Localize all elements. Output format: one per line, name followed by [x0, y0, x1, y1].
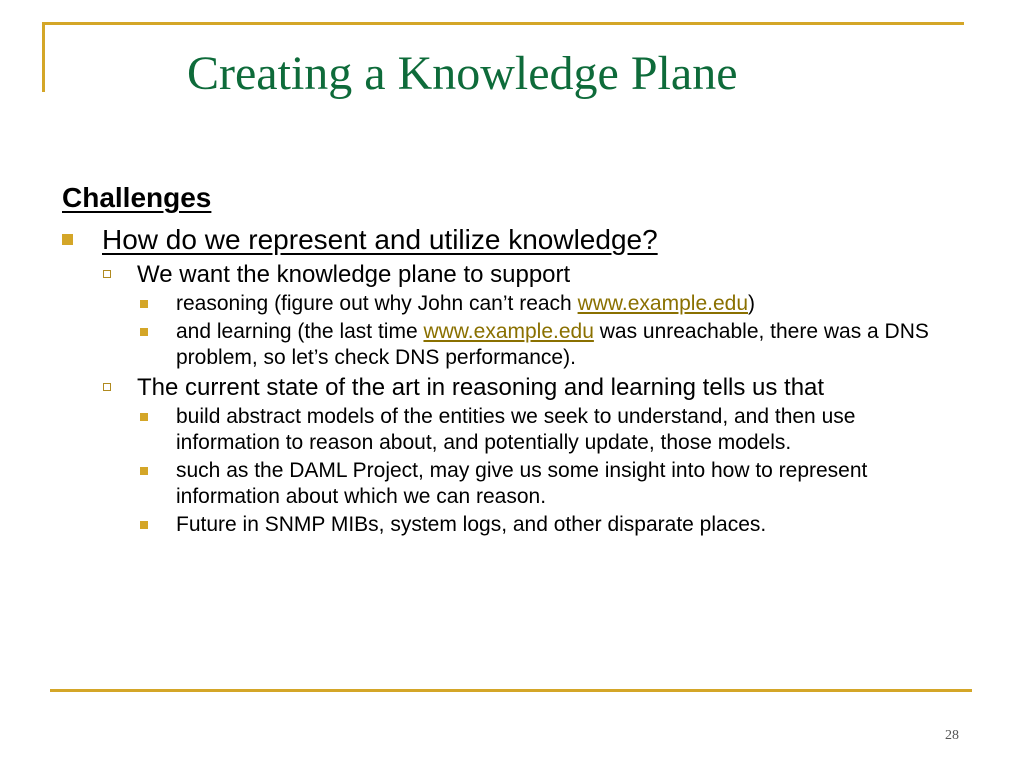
sub-bullet-state-of-art [62, 373, 962, 402]
list-item-snmp [62, 512, 962, 538]
item-text: build abstract models of the entities we seek to understand, and then use information to reason about, and potentially update, those models. [176, 405, 856, 454]
list-item-abstract-models [62, 404, 962, 456]
page-number: 28 [945, 728, 959, 743]
square-bullet-icon [140, 521, 148, 529]
sub-bullet-text: The current state of the art in reasoning and learning tells us that [137, 374, 825, 401]
square-bullet-icon [140, 328, 148, 336]
frame-left-line [42, 22, 45, 92]
item-text-pre: and learning (the last time [176, 320, 424, 343]
frame-top-line [42, 22, 964, 25]
frame-bottom-line [50, 689, 972, 692]
square-bullet-icon [62, 234, 73, 245]
item-text-pre: reasoning (figure out why John can’t reach [176, 292, 578, 315]
bullet-text: How do we represent and utilize knowledge? [102, 224, 658, 255]
square-bullet-icon [140, 300, 148, 308]
section-heading: Challenges [62, 182, 212, 213]
sub-bullet-support [62, 260, 962, 289]
item-text-post: was unreachable, there was a DNS problem, so let’s check DNS performance). [176, 320, 929, 369]
square-bullet-icon [140, 413, 148, 421]
list-item-learning [62, 319, 962, 371]
slide-title: Creating a Knowledge Plane [187, 47, 738, 100]
sub-bullet-text: We want the knowledge plane to support [137, 261, 571, 288]
item-text: Future in SNMP MIBs, system logs, and other disparate places. [176, 513, 767, 536]
example-edu-link[interactable]: www.example.edu [423, 320, 594, 343]
list-item-daml [62, 458, 962, 510]
list-item-reasoning [62, 291, 962, 317]
example-edu-link[interactable]: www.example.edu [577, 292, 748, 315]
hollow-square-bullet-icon [103, 383, 111, 391]
square-bullet-icon [140, 467, 148, 475]
item-text: such as the DAML Project, may give us some insight into how to represent information about which we can reason. [176, 459, 868, 508]
item-text-post: ) [748, 292, 755, 315]
slide-content [62, 180, 962, 538]
hollow-square-bullet-icon [103, 270, 111, 278]
bullet-level1 [62, 222, 962, 258]
